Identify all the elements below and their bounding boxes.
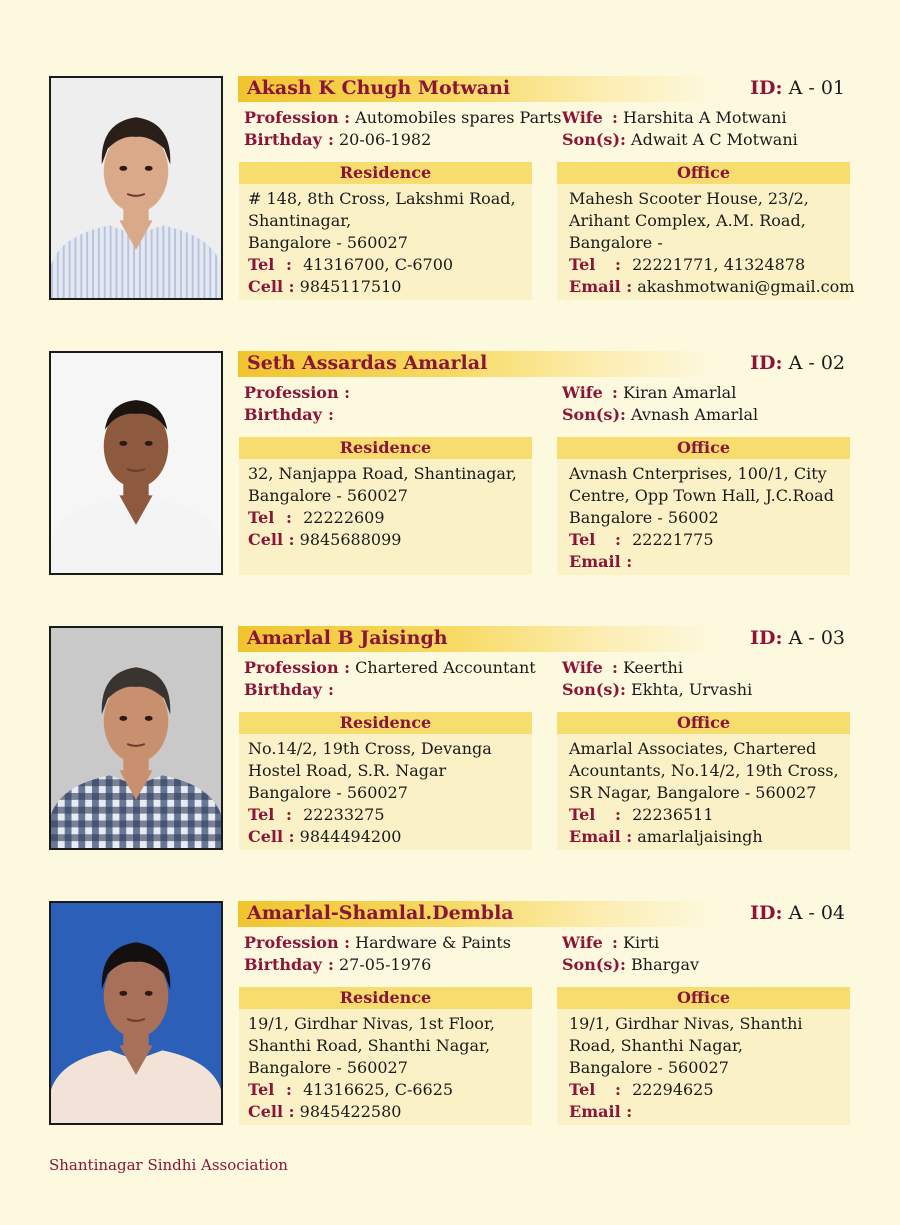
wife-colon: :: [612, 108, 618, 127]
email-label: Email :: [569, 552, 633, 571]
residence-panel: [239, 712, 532, 850]
wife-value: Keerthi: [623, 658, 683, 677]
birthday-colon: :: [328, 955, 334, 974]
profession-line: [244, 383, 350, 402]
residence-panel: [239, 987, 532, 1125]
member-name: Amarlal B Jaisingh: [247, 627, 448, 649]
office-tel-line: [569, 1079, 850, 1101]
member-id: [750, 902, 845, 924]
tel-label: Tel: [569, 1080, 596, 1099]
tel-label: Tel: [248, 508, 275, 527]
member-id: [750, 77, 845, 99]
wife-line: [562, 383, 736, 402]
office-email-line: [569, 276, 855, 298]
member-entry: [0, 626, 900, 856]
profession-value: Hardware & Paints: [355, 933, 511, 952]
office-email-line: [569, 826, 850, 848]
office-tel-value: 22221775: [632, 530, 714, 549]
residence-cell-line: [248, 826, 532, 848]
member-id: [750, 627, 845, 649]
member-entry: [0, 76, 900, 306]
cell-label: Cell :: [248, 1102, 295, 1121]
office-email-value[interactable]: amarlaljaisingh: [637, 827, 763, 846]
wife-line: [562, 658, 683, 677]
residence-tel-value: 41316700, C-6700: [303, 255, 454, 274]
office-address-line: Arihant Complex, A.M. Road,: [569, 211, 806, 230]
birthday-line: [244, 680, 334, 699]
sons-label: Son(s):: [562, 130, 626, 149]
residence-address-line: Shantinagar,: [248, 211, 352, 230]
residence-address-line: Bangalore - 560027: [248, 783, 408, 802]
residence-cell-line: [248, 529, 532, 551]
tel-label: Tel: [569, 530, 596, 549]
office-email-line: [569, 551, 850, 573]
residence-tel-line: [248, 1079, 532, 1101]
id-value: A - 04: [788, 902, 845, 924]
office-address-line: 19/1, Girdhar Nivas, Shanthi: [569, 1014, 803, 1033]
residence-tel-value: 22233275: [303, 805, 385, 824]
office-tel-value: 22221771, 41324878: [632, 255, 806, 274]
office-panel: [557, 437, 850, 575]
residence-address-line: 32, Nanjappa Road, Shantinagar,: [248, 464, 517, 483]
office-tel-value: 22294625: [632, 1080, 714, 1099]
birthday-line: [244, 130, 431, 149]
profession-label: Profession :: [244, 108, 351, 127]
wife-colon: :: [612, 658, 618, 677]
wife-value: Harshita A Motwani: [623, 108, 787, 127]
residence-address-line: Shanthi Road, Shanthi Nagar,: [248, 1036, 491, 1055]
office-panel: [557, 712, 850, 850]
tel-label: Tel: [248, 255, 275, 274]
sons-label: Son(s):: [562, 680, 626, 699]
residence-address-line: 19/1, Girdhar Nivas, 1st Floor,: [248, 1014, 495, 1033]
residence-panel: [239, 162, 532, 300]
profession-label: Profession :: [244, 383, 351, 402]
office-heading: Office: [557, 987, 850, 1009]
member-photo: [49, 626, 223, 850]
tel-label: Tel: [248, 1080, 275, 1099]
office-address-line: Bangalore - 56002: [569, 508, 719, 527]
birthday-colon: :: [328, 130, 334, 149]
cell-label: Cell :: [248, 277, 295, 296]
residence-cell-line: [248, 276, 532, 298]
office-tel-line: [569, 254, 850, 276]
portrait-graphic: [51, 353, 221, 573]
residence-tel-value: 22222609: [303, 508, 385, 527]
wife-label: Wife: [562, 933, 603, 952]
portrait-graphic: [51, 78, 221, 298]
footer-association-name: Shantinagar Sindhi Association: [49, 1156, 288, 1174]
tel-colon: :: [615, 1080, 621, 1099]
sons-line: [562, 955, 699, 974]
office-tel-line: [569, 529, 850, 551]
residence-cell-line: [248, 1101, 532, 1123]
birthday-label: Birthday: [244, 955, 322, 974]
profession-label: Profession :: [244, 658, 351, 677]
cell-label: Cell :: [248, 827, 295, 846]
member-photo: [49, 351, 223, 575]
residence-address-line: Hostel Road, S.R. Nagar: [248, 761, 447, 780]
birthday-label: Birthday: [244, 680, 322, 699]
name-bar: [238, 76, 850, 102]
sons-value: Ekhta, Urvashi: [631, 680, 753, 699]
portrait-graphic: [51, 903, 221, 1123]
tel-colon: :: [286, 805, 292, 824]
office-tel-line: [569, 804, 850, 826]
office-heading: Office: [557, 162, 850, 184]
office-address-line: Centre, Opp Town Hall, J.C.Road: [569, 486, 834, 505]
birthday-colon: :: [328, 680, 334, 699]
profession-line: [244, 108, 561, 127]
office-address-line: Mahesh Scooter House, 23/2,: [569, 189, 809, 208]
birthday-label: Birthday: [244, 130, 322, 149]
name-bar: [238, 626, 850, 652]
sons-value: Avnash Amarlal: [631, 405, 759, 424]
name-bar: [238, 351, 850, 377]
office-address-line: Avnash Cnterprises, 100/1, City: [569, 464, 827, 483]
tel-label: Tel: [569, 805, 596, 824]
tel-colon: :: [286, 255, 292, 274]
tel-colon: :: [615, 805, 621, 824]
residence-address-line: No.14/2, 19th Cross, Devanga: [248, 739, 492, 758]
sons-label: Son(s):: [562, 955, 626, 974]
profession-line: [244, 658, 536, 677]
residence-address-line: Bangalore - 560027: [248, 486, 408, 505]
profession-value: Chartered Accountant: [355, 658, 536, 677]
wife-label: Wife: [562, 658, 603, 677]
residence-tel-line: [248, 254, 532, 276]
residence-address-line: Bangalore - 560027: [248, 233, 408, 252]
email-label: Email :: [569, 277, 633, 296]
tel-colon: :: [286, 1080, 292, 1099]
office-address-line: Bangalore -: [569, 233, 663, 252]
office-panel: [557, 987, 850, 1125]
portrait-graphic: [51, 628, 221, 848]
office-email-value[interactable]: akashmotwani@gmail.com: [637, 277, 855, 296]
member-entry: [0, 901, 900, 1131]
residence-heading: Residence: [239, 712, 532, 734]
wife-line: [562, 933, 659, 952]
sons-value: Bhargav: [631, 955, 700, 974]
office-address-line: SR Nagar, Bangalore - 560027: [569, 783, 817, 802]
birthday-value: 27-05-1976: [339, 955, 432, 974]
wife-label: Wife: [562, 108, 603, 127]
birthday-label: Birthday: [244, 405, 322, 424]
wife-line: [562, 108, 787, 127]
member-name: Amarlal-Shamlal.Dembla: [247, 902, 514, 924]
id-label: ID:: [750, 627, 783, 649]
office-heading: Office: [557, 437, 850, 459]
residence-tel-line: [248, 507, 532, 529]
member-name: Seth Assardas Amarlal: [247, 352, 488, 374]
id-value: A - 03: [788, 627, 845, 649]
name-bar: [238, 901, 850, 927]
residence-cell-value: 9844494200: [299, 827, 402, 846]
member-id: [750, 352, 845, 374]
tel-colon: :: [615, 530, 621, 549]
sons-value: Adwait A C Motwani: [631, 130, 798, 149]
member-photo: [49, 901, 223, 1125]
member-photo: [49, 76, 223, 300]
birthday-line: [244, 955, 431, 974]
residence-heading: Residence: [239, 162, 532, 184]
wife-label: Wife: [562, 383, 603, 402]
residence-cell-value: 9845117510: [299, 277, 402, 296]
tel-colon: :: [615, 255, 621, 274]
office-tel-value: 22236511: [632, 805, 714, 824]
residence-address-line: Bangalore - 560027: [248, 1058, 408, 1077]
id-value: A - 02: [788, 352, 845, 374]
residence-cell-value: 9845422580: [299, 1102, 402, 1121]
wife-value: Kiran Amarlal: [623, 383, 737, 402]
tel-colon: :: [286, 508, 292, 527]
member-entry: [0, 351, 900, 581]
id-label: ID:: [750, 77, 783, 99]
member-name: Akash K Chugh Motwani: [247, 77, 511, 99]
profession-value: Automobiles spares Parts: [355, 108, 562, 127]
profession-label: Profession :: [244, 933, 351, 952]
id-value: A - 01: [788, 77, 845, 99]
residence-heading: Residence: [239, 987, 532, 1009]
email-label: Email :: [569, 1102, 633, 1121]
office-email-line: [569, 1101, 850, 1123]
sons-line: [562, 405, 758, 424]
sons-line: [562, 130, 798, 149]
tel-label: Tel: [248, 805, 275, 824]
residence-cell-value: 9845688099: [299, 530, 402, 549]
residence-panel: [239, 437, 532, 575]
id-label: ID:: [750, 352, 783, 374]
id-label: ID:: [750, 902, 783, 924]
birthday-value: 20-06-1982: [339, 130, 432, 149]
sons-line: [562, 680, 752, 699]
office-address-line: Acountants, No.14/2, 19th Cross,: [569, 761, 839, 780]
birthday-line: [244, 405, 334, 424]
profession-line: [244, 933, 511, 952]
cell-label: Cell :: [248, 530, 295, 549]
sons-label: Son(s):: [562, 405, 626, 424]
wife-colon: :: [612, 933, 618, 952]
office-address-line: Amarlal Associates, Chartered: [569, 739, 817, 758]
email-label: Email :: [569, 827, 633, 846]
office-address-line: Bangalore - 560027: [569, 1058, 729, 1077]
office-address-line: Road, Shanthi Nagar,: [569, 1036, 743, 1055]
residence-heading: Residence: [239, 437, 532, 459]
office-panel: [557, 162, 855, 300]
tel-label: Tel: [569, 255, 596, 274]
office-heading: Office: [557, 712, 850, 734]
residence-address-line: # 148, 8th Cross, Lakshmi Road,: [248, 189, 516, 208]
wife-value: Kirti: [623, 933, 660, 952]
birthday-colon: :: [328, 405, 334, 424]
wife-colon: :: [612, 383, 618, 402]
residence-tel-line: [248, 804, 532, 826]
residence-tel-value: 41316625, C-6625: [303, 1080, 454, 1099]
